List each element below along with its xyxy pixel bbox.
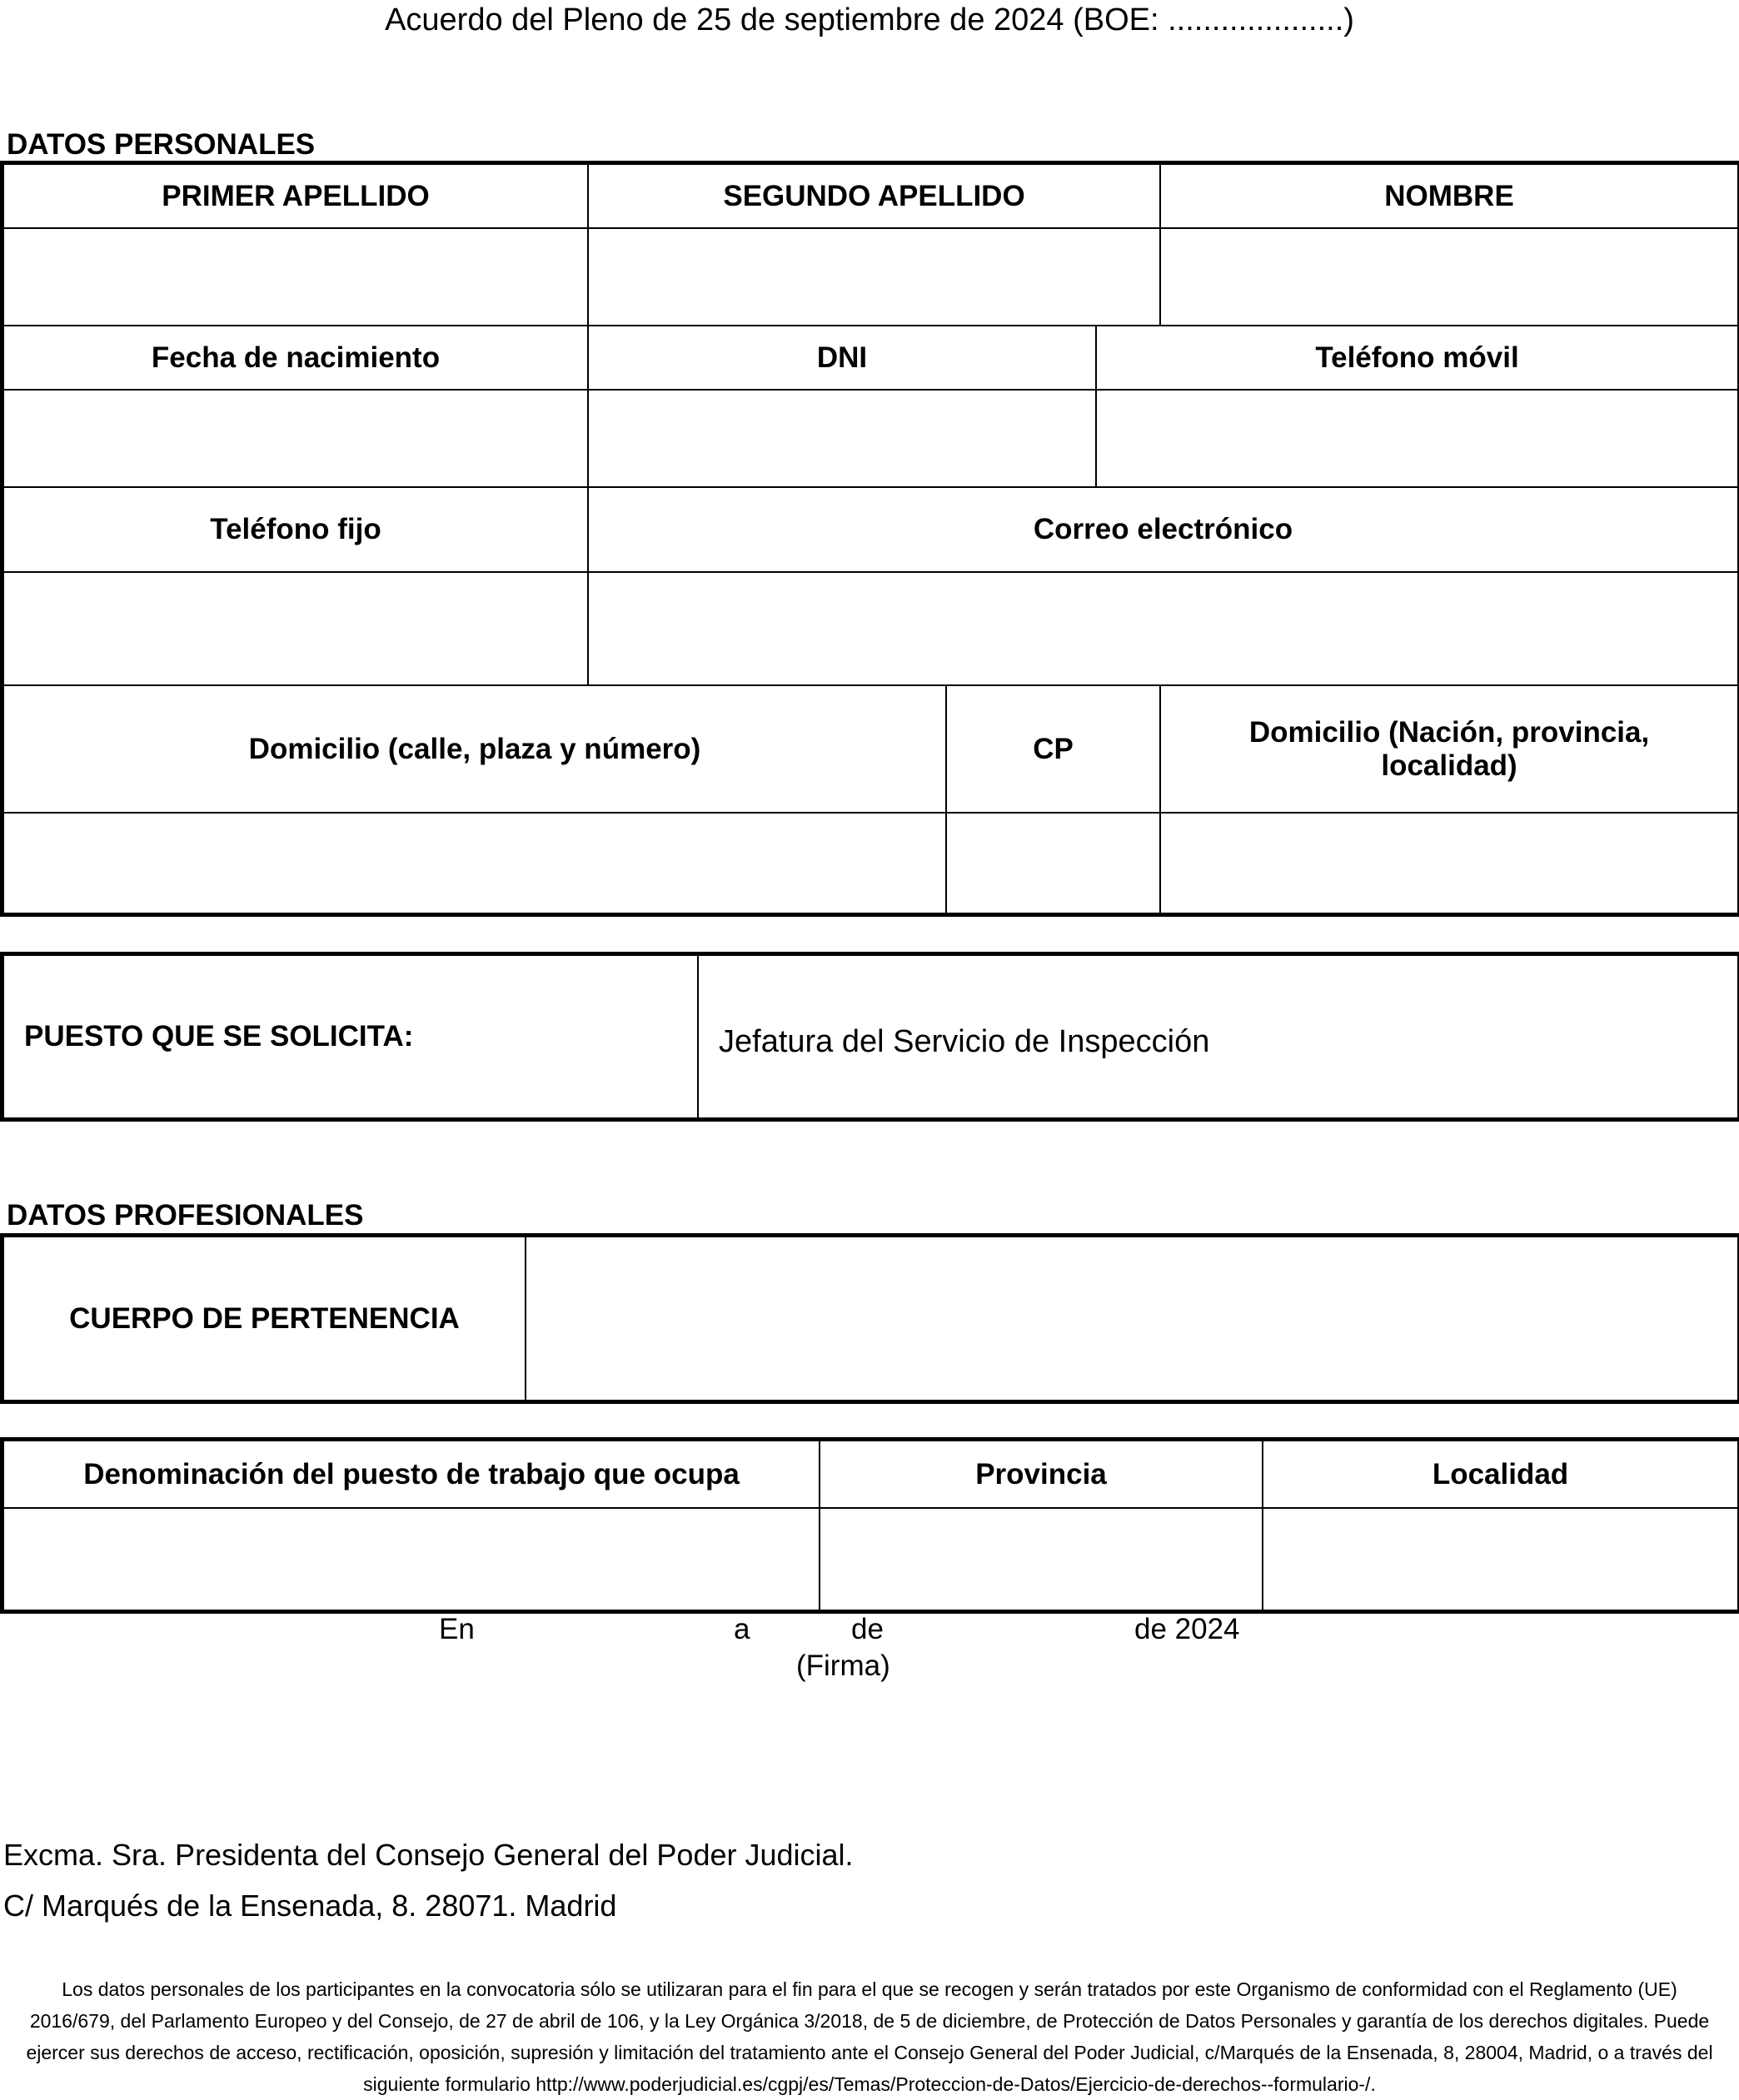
signature-a: a xyxy=(734,1613,750,1645)
recipient-line1: Excma. Sra. Presidenta del Consejo General del Poder Judicial. xyxy=(3,1838,854,1872)
localidad-field[interactable] xyxy=(1263,1508,1738,1610)
cp-field[interactable] xyxy=(946,813,1160,913)
localidad-label: Localidad xyxy=(1263,1441,1738,1508)
primer-apellido-label: PRIMER APELLIDO xyxy=(3,164,588,228)
nombre-label: NOMBRE xyxy=(1160,164,1738,228)
signature-year: de 2024 xyxy=(1134,1613,1240,1645)
signature-de: de xyxy=(851,1613,884,1645)
cuerpo-field[interactable] xyxy=(526,1237,1738,1401)
nombre-field[interactable] xyxy=(1160,228,1738,326)
cp-label: CP xyxy=(946,685,1160,813)
telefono-movil-label: Teléfono móvil xyxy=(1096,326,1738,390)
domicilio-calle-field[interactable] xyxy=(3,813,946,913)
correo-label: Correo electrónico xyxy=(588,487,1738,572)
provincia-field[interactable] xyxy=(820,1508,1263,1610)
provincia-label: Provincia xyxy=(820,1441,1263,1508)
signature-firma: (Firma) xyxy=(796,1650,890,1682)
domicilio-nacion-field[interactable] xyxy=(1160,813,1738,913)
denominacion-field[interactable] xyxy=(3,1508,820,1610)
telefono-movil-field[interactable] xyxy=(1096,390,1738,487)
puesto-label: PUESTO QUE SE SOLICITA: xyxy=(3,955,698,1118)
privacy-line3: ejercer sus derechos de acceso, rectificación, oposición, supresión y limitación del tratamiento ante el Consejo General del Poder Judicial, c/Marqués de la Ensenada, 8, 28004, Madrid, o a través del xyxy=(26,2042,1713,2063)
privacy-line1: Los datos personales de los participantes en la convocatoria sólo se utilizaran para el fin para el que se recogen y serán tratados por este Organismo de conformidad con el Reglamento (UE) xyxy=(62,1978,1677,2000)
primer-apellido-field[interactable] xyxy=(3,228,588,326)
dni-field[interactable] xyxy=(588,390,1096,487)
dni-label: DNI xyxy=(588,326,1096,390)
segundo-apellido-field[interactable] xyxy=(588,228,1160,326)
puesto-value[interactable]: Jefatura del Servicio de Inspección xyxy=(698,955,1738,1118)
section-title-personal: DATOS PERSONALES xyxy=(7,128,316,161)
recipient-line2: C/ Marqués de la Ensenada, 8. 28071. Madrid xyxy=(3,1889,617,1923)
privacy-line4: siguiente formulario http://www.poderjudicial.es/cgpj/es/Temas/Proteccion-de-Datos/Ejercicio-de-derechos--formulario-/. xyxy=(363,2073,1376,2095)
telefono-fijo-label: Teléfono fijo xyxy=(3,487,588,572)
section-title-profesional: DATOS PROFESIONALES xyxy=(7,1199,364,1232)
personal-data-table xyxy=(2,163,1739,914)
privacy-line2: 2016/679, del Parlamento Europeo y del Consejo, de 27 de abril de 106, y la Ley Orgánica 3/2018, de 5 de diciembre, de Protección de Datos Personales y garantía de los derechos digitales. Puede xyxy=(29,2010,1710,2032)
segundo-apellido-label: SEGUNDO APELLIDO xyxy=(588,164,1160,228)
puesto-trabajo-table xyxy=(2,1440,1739,1611)
signature-en: En xyxy=(439,1613,475,1645)
denominacion-label: Denominación del puesto de trabajo que ocupa xyxy=(3,1441,820,1508)
cuerpo-table xyxy=(2,1236,1739,1401)
fecha-nacimiento-field[interactable] xyxy=(3,390,588,487)
domicilio-nacion-label: Domicilio (Nación, provincia, localidad) xyxy=(1160,685,1738,813)
fecha-nacimiento-label: Fecha de nacimiento xyxy=(3,326,588,390)
domicilio-calle-label: Domicilio (calle, plaza y número) xyxy=(3,685,946,813)
puesto-table xyxy=(2,954,1739,1119)
telefono-fijo-field[interactable] xyxy=(3,572,588,685)
correo-field[interactable] xyxy=(588,572,1738,685)
agreement-header: Acuerdo del Pleno de 25 de septiembre de 2024 (BOE: ....................) xyxy=(385,2,1354,37)
cuerpo-label: CUERPO DE PERTENENCIA xyxy=(3,1237,526,1401)
